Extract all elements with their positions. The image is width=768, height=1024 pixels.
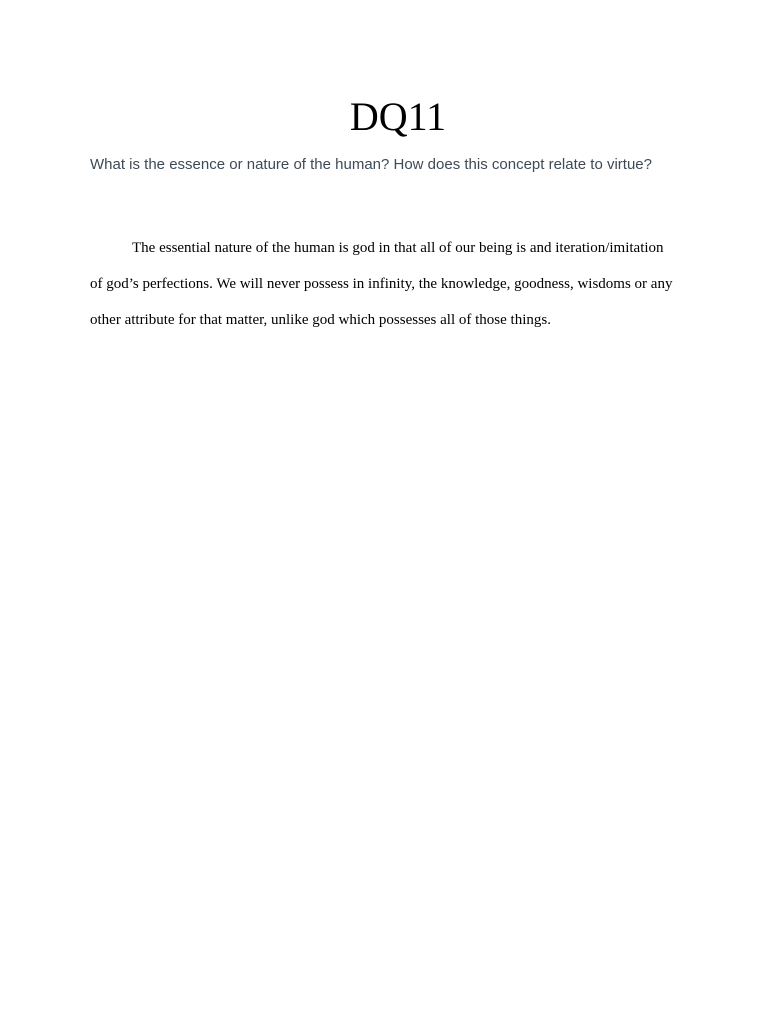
answer-line-3: other attribute for that matter, unlike god which possesses all of those things. [90,312,551,328]
answer-line-1: The essential nature of the human is god in that all of our being is and iteration/imitation [132,240,664,256]
document-title: DQ11 [349,94,447,139]
answer-line-2: of god’s perfections. We will never possess in infinity, the knowledge, goodness, wisdoms or any [90,276,673,292]
answer-paragraph [90,237,690,345]
discussion-question: What is the essence or nature of the human? How does this concept relate to virtue? [90,156,652,173]
